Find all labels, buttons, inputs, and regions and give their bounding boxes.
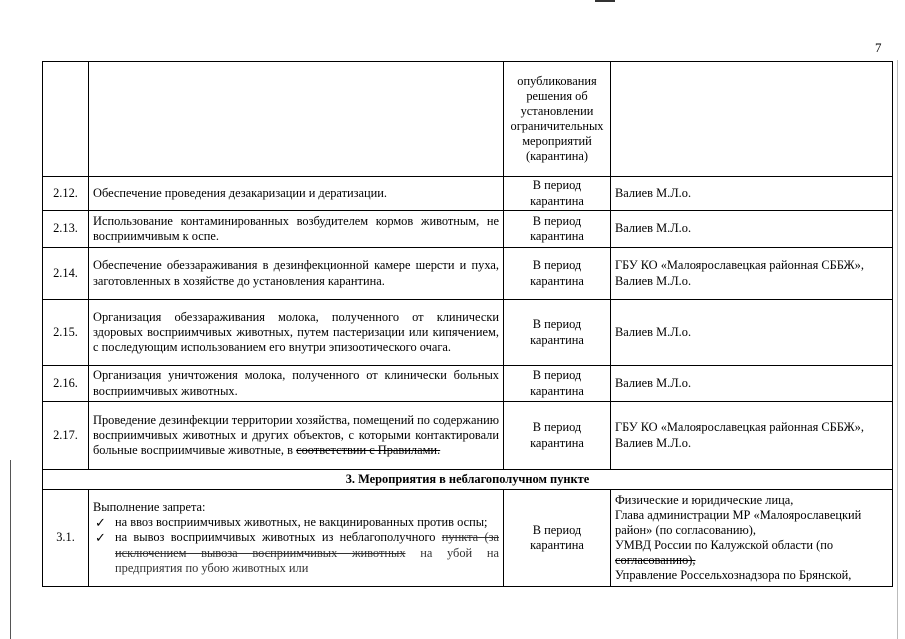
- row-responsible: ГБУ КО «Малоярославецкая районная СББЖ», Валиев М.Л.о.: [611, 402, 893, 470]
- scan-edge-right: [897, 60, 898, 639]
- scan-edge-left: [10, 460, 11, 639]
- table-row: [43, 177, 893, 211]
- row-number: 2.16.: [43, 366, 89, 402]
- section-header-row: [43, 470, 893, 490]
- scan-mark: [595, 0, 615, 2]
- table-row: [43, 211, 893, 248]
- row-number: 2.12.: [43, 177, 89, 211]
- row-period: В период карантина: [504, 402, 611, 470]
- row-responsible: [611, 490, 893, 587]
- check-list-item: ✓ на ввоз восприимчивых животных, не вакцинированных против оспы;: [93, 515, 499, 530]
- section-title: 3. Мероприятия в неблагополучном пункте: [43, 470, 893, 490]
- table-row-continued: [43, 62, 893, 177]
- responsible-struck-line: согласованию),: [615, 553, 696, 568]
- table-row: [43, 248, 893, 300]
- row-task-struck-text: соответствии с Правилами.: [296, 443, 441, 458]
- table-row: [43, 366, 893, 402]
- prohibition-list: [93, 515, 499, 576]
- measures-table: [42, 61, 893, 587]
- row-number: 2.14.: [43, 248, 89, 300]
- row-task: Обеспечение обеззараживания в дезинфекционной камере шерсти и пуха, заготовленных в хозяйстве до установления карантина.: [89, 248, 504, 300]
- row-task-text: Проведение дезинфекции территории хозяйства, помещений по содержанию восприимчивых животных и других объектов, с которыми контактировали больные восприимчивые животные, в: [93, 412, 499, 458]
- responsible-line: Физические и юридические лица,: [615, 492, 794, 507]
- responsible-line: Глава администрации МР «Малоярославецкий район» (по согласованию),: [615, 507, 862, 537]
- row-task: Обеспечение проведения дезакаризации и дератизации.: [89, 177, 504, 211]
- row-number: 3.1.: [43, 490, 89, 587]
- row-period: В период карантина: [504, 177, 611, 211]
- check-list-item-text: на вывоз восприимчивых животных из неблагополучного: [115, 530, 436, 545]
- row-responsible: Валиев М.Л.о.: [611, 211, 893, 248]
- row-period: В период карантина: [504, 490, 611, 587]
- row-period: опубликования решения об установлении ограничительных мероприятий (карантина): [504, 62, 611, 177]
- page-number: 7: [875, 40, 882, 55]
- row-task-intro: Выполнение запрета:: [93, 500, 206, 515]
- responsible-line: УМВД России по Калужской области (по: [615, 538, 834, 552]
- row-number: [43, 62, 89, 177]
- row-period: В период карантина: [504, 248, 611, 300]
- row-task: Организация уничтожения молока, полученного от клинически больных восприимчивых животных.: [89, 366, 504, 402]
- table-row: [43, 300, 893, 366]
- row-responsible: Валиев М.Л.о.: [611, 177, 893, 211]
- row-responsible: [611, 62, 893, 177]
- row-task: Использование контаминированных возбудителем кормов животным, не восприимчивым к оспе.: [89, 211, 504, 248]
- row-number: 2.17.: [43, 402, 89, 470]
- row-task: [89, 62, 504, 177]
- table-row: [43, 402, 893, 470]
- check-list-item-struck-text: пункта (за исключением вывоза восприимчивых животных: [115, 530, 499, 560]
- row-number: 2.13.: [43, 211, 89, 248]
- row-period: В период карантина: [504, 366, 611, 402]
- row-responsible: Валиев М.Л.о.: [611, 366, 893, 402]
- row-period: В период карантина: [504, 300, 611, 366]
- row-responsible: Валиев М.Л.о.: [611, 300, 893, 366]
- row-task: [89, 402, 504, 470]
- responsible-line: Управление Россельхознадзора по Брянской,: [615, 568, 852, 583]
- row-number: 2.15.: [43, 300, 89, 366]
- row-task: [89, 490, 504, 587]
- row-task: Организация обеззараживания молока, полученного от клинически здоровых восприимчивых животных, путем пастеризации или кипячением, с последующим использованием его внутри эпизоотического очага.: [89, 300, 504, 366]
- check-list-item-cut-text: на убой на предприятия по убою животных или: [115, 545, 499, 575]
- check-list-item: [93, 530, 499, 575]
- row-responsible: ГБУ КО «Малоярославецкая районная СББЖ», Валиев М.Л.о.: [611, 248, 893, 300]
- table-row: [43, 490, 893, 587]
- row-period: В период карантина: [504, 211, 611, 248]
